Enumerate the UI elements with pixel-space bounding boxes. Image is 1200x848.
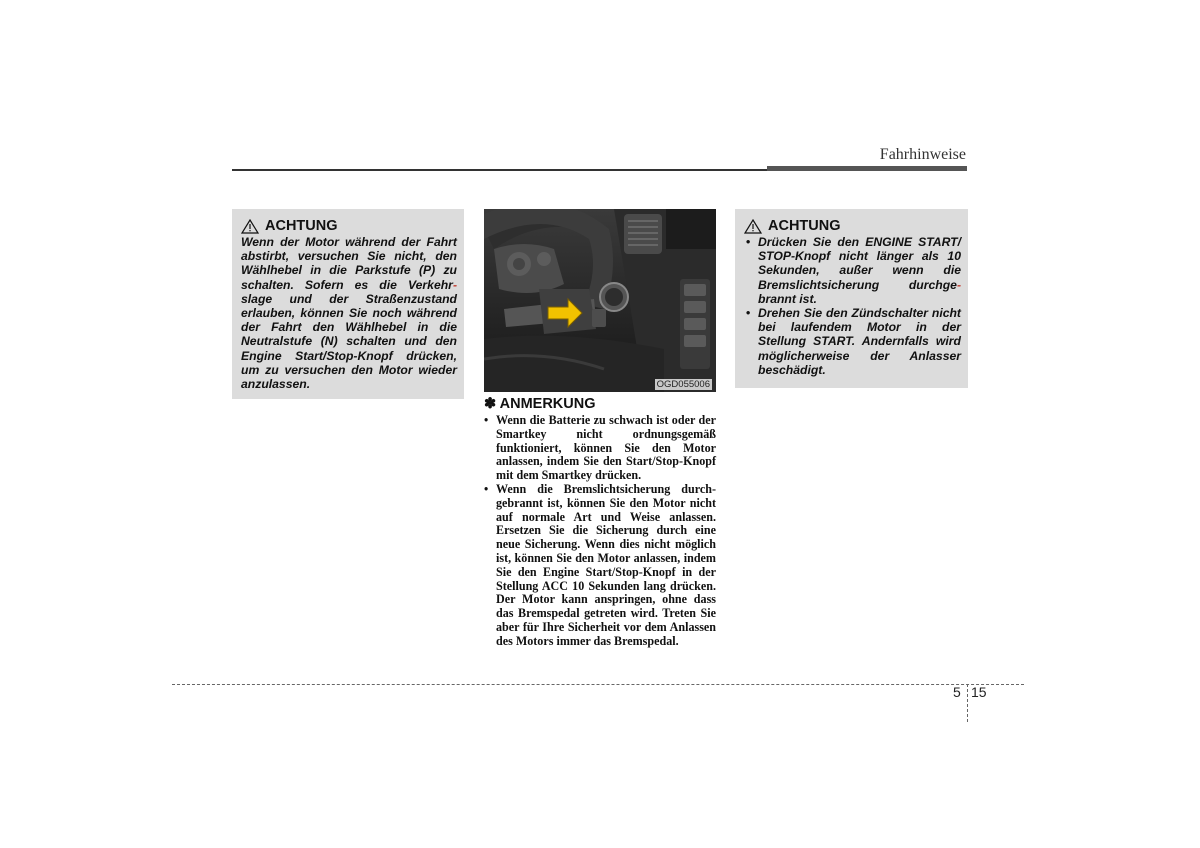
warning-triangle-icon	[241, 219, 259, 234]
steering-start-button-illustration	[484, 209, 716, 392]
warning-text-part: slage und der Straßenzustand erlauben, können Sie noch während der Fahrt den Wählhebel in die Neutralstufe (N) schalten und den Engine Start/Stop-Knopf drücken, um zu versuchen den Motor wieder anzulassen.	[241, 291, 457, 392]
warning-box-right	[735, 209, 968, 388]
warning-header	[241, 218, 457, 234]
section-title: Fahrhinweise	[879, 146, 966, 163]
note-section	[484, 396, 716, 649]
warning-box-left	[232, 209, 464, 399]
warning-text	[241, 235, 457, 391]
note-item: • Wenn die Bremslichtsicherung durch-gebrannt ist, können Sie den Motor nicht auf normale Art und Weise anlassen. Ersetzen Sie die Sicherung durch eine neue Sicherung. Wenn dies nicht möglich ist, können Sie den Motor anlassen, indem Sie den Engine Start/Stop-Knopf in der Stellung ACC 10 Sekunden lang drücken. Der Motor kann anspringen, ohne dass das Bremspedal getreten wird. Treten Sie aber für Ihre Sicherheit vor dem Anlassen des Motors immer das Bremspedal.	[484, 483, 716, 649]
warning-list	[744, 235, 961, 377]
warning-triangle-icon	[744, 219, 762, 234]
hyphen-mark: -	[452, 277, 457, 292]
hyphen-mark: -	[956, 277, 961, 292]
warning-text-part: brannt ist.	[758, 291, 817, 306]
footer-divider	[967, 684, 968, 722]
warning-title: ACHTUNG	[265, 218, 338, 234]
section-number: 5	[953, 684, 961, 700]
warning-header	[744, 218, 961, 234]
page-number: 15	[971, 684, 987, 700]
note-list	[484, 414, 716, 649]
warning-text-part: Drücken Sie den ENGINE START/ STOP-Knopf nicht länger als 10 Sekunden, außer wenn die Bremslichtsicherung durchge	[758, 235, 961, 292]
dashboard-photo	[484, 209, 716, 392]
warning-text	[744, 235, 961, 377]
warning-text-part: Wenn der Motor während der Fahrt abstirbt, versuchen Sie nicht, den Wählhebel in die Parkstufe (P) zu schalten. Sofern es die Verkehr	[241, 235, 457, 292]
warning-item: • Drehen Sie den Zündschalter nicht bei laufendem Motor in der Stellung START. Andernfalls wird möglicherweise der Anlasser beschädigt.	[744, 306, 961, 377]
figure-caption: OGD055006	[656, 379, 710, 390]
footer-rule	[172, 684, 1024, 685]
header-rule-accent	[767, 166, 967, 171]
note-item: • Wenn die Batterie zu schwach ist oder der Smartkey nicht ordnungsgemäß funktioniert, können Sie den Motor anlassen, indem Sie den Start/Stop-Knopf mit dem Smartkey drücken.	[484, 414, 716, 483]
warning-title: ACHTUNG	[768, 218, 841, 234]
note-title: ✽ ANMERKUNG	[484, 396, 596, 412]
warning-item	[744, 235, 961, 306]
